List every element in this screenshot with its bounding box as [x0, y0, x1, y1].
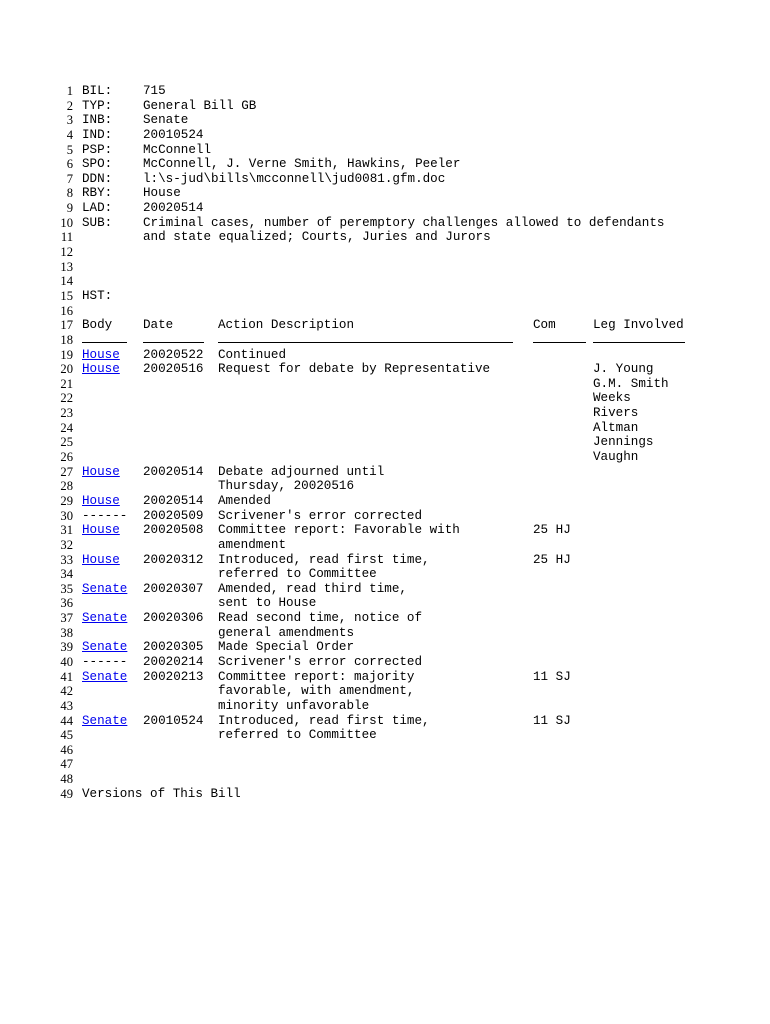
body-link[interactable]: House — [82, 552, 120, 567]
field-key: IND: — [82, 127, 113, 142]
legislator-name: Vaughn — [593, 450, 639, 465]
line-number: 42 — [60, 684, 73, 699]
body-link[interactable]: House — [82, 523, 120, 538]
line-number: 31 — [60, 523, 73, 538]
column-header-com: Com — [533, 318, 556, 333]
legislator-name: Jennings — [593, 435, 654, 450]
line-number: 33 — [60, 552, 73, 567]
history-action: Introduced, read first time, — [218, 552, 430, 567]
field-key: LAD: — [82, 201, 113, 216]
legislator-name: G.M. Smith — [593, 376, 669, 391]
history-date: 20020312 — [143, 552, 204, 567]
body-link[interactable]: Senate — [82, 581, 128, 596]
line-number: 39 — [60, 640, 73, 655]
line-number: 37 — [60, 611, 73, 626]
column-header-action: Action Description — [218, 318, 355, 333]
field-value: McConnell — [143, 142, 212, 157]
line-number: 26 — [60, 450, 73, 465]
history-action: Continued — [218, 347, 287, 362]
line-number: 12 — [60, 245, 73, 260]
history-action: referred to Committee — [218, 567, 377, 582]
field-key: SUB: — [82, 215, 113, 230]
history-date: 20020516 — [143, 362, 204, 377]
column-underline — [533, 342, 586, 343]
line-number: 27 — [60, 464, 73, 479]
line-number: 24 — [60, 420, 73, 435]
column-underline — [143, 342, 204, 343]
history-date: 20020522 — [143, 347, 204, 362]
field-key: DDN: — [82, 171, 113, 186]
line-number: 4 — [66, 127, 73, 142]
history-action: minority unfavorable — [218, 698, 370, 713]
line-number: 49 — [60, 786, 73, 801]
body-link[interactable]: Senate — [82, 611, 128, 626]
line-number: 45 — [60, 728, 73, 743]
field-key: TYP: — [82, 98, 113, 113]
line-number: 48 — [60, 772, 73, 787]
history-action: Debate adjourned until — [218, 464, 385, 479]
field-key: BIL: — [82, 84, 113, 98]
history-date: 20020305 — [143, 640, 204, 655]
history-action: Request for debate by Representative — [218, 362, 491, 377]
line-number: 10 — [60, 215, 73, 230]
field-value: McConnell, J. Verne Smith, Hawkins, Peeler — [143, 157, 461, 172]
body-link[interactable]: Senate — [82, 669, 128, 684]
line-number: 1 — [66, 84, 73, 98]
history-date: 20020213 — [143, 669, 204, 684]
column-header-leg: Leg Involved — [593, 318, 684, 333]
line-number: 46 — [60, 742, 73, 757]
history-date: 20020214 — [143, 654, 204, 669]
line-number: 35 — [60, 581, 73, 596]
column-underline — [593, 342, 685, 343]
history-date: 20020509 — [143, 508, 204, 523]
history-date: 20020514 — [143, 464, 204, 479]
body-link[interactable]: House — [82, 362, 120, 377]
legislator-name: Altman — [593, 420, 639, 435]
history-committee: 25 HJ — [533, 552, 571, 567]
line-number: 17 — [60, 318, 73, 333]
history-action: Scrivener's error corrected — [218, 508, 423, 523]
line-number: 25 — [60, 435, 73, 450]
line-number: 38 — [60, 625, 73, 640]
field-value: House — [143, 186, 181, 201]
history-committee: 11 SJ — [533, 669, 571, 684]
history-action: amendment — [218, 537, 287, 552]
line-number: 28 — [60, 479, 73, 494]
field-value: l:\s-jud\bills\mcconnell\jud0081.gfm.doc — [143, 171, 446, 186]
line-number: 23 — [60, 406, 73, 421]
field-value: and state equalized; Courts, Juries and Jurors — [143, 230, 491, 245]
body-placeholder: ------ — [82, 508, 128, 523]
field-value: 715 — [143, 84, 166, 98]
history-action: Read second time, notice of — [218, 611, 423, 626]
line-number: 43 — [60, 698, 73, 713]
line-number: 30 — [60, 508, 73, 523]
field-value: General Bill GB — [143, 98, 257, 113]
history-committee: 11 SJ — [533, 713, 571, 728]
history-action: Committee report: Favorable with — [218, 523, 460, 538]
field-value: Criminal cases, number of peremptory challenges allowed to defendants — [143, 215, 665, 230]
line-number: 8 — [66, 186, 73, 201]
line-number: 18 — [60, 332, 73, 347]
field-key: PSP: — [82, 142, 113, 157]
line-number: 40 — [60, 654, 73, 669]
history-action: sent to House — [218, 596, 317, 611]
body-link[interactable]: House — [82, 464, 120, 479]
history-date: 20020307 — [143, 581, 204, 596]
field-key: RBY: — [82, 186, 113, 201]
line-number: 7 — [66, 171, 73, 186]
line-number: 14 — [60, 274, 73, 289]
history-action: Scrivener's error corrected — [218, 654, 423, 669]
line-number: 5 — [66, 142, 73, 157]
history-action: Amended — [218, 493, 271, 508]
line-number: 32 — [60, 537, 73, 552]
history-date: 20010524 — [143, 713, 204, 728]
column-header-body: Body — [82, 318, 113, 333]
history-date: 20020514 — [143, 493, 204, 508]
line-number: 44 — [60, 713, 73, 728]
field-value: 20010524 — [143, 127, 204, 142]
line-number: 3 — [66, 113, 73, 128]
line-number: 13 — [60, 259, 73, 274]
line-number: 16 — [60, 303, 73, 318]
history-action: Introduced, read first time, — [218, 713, 430, 728]
line-number: 41 — [60, 669, 73, 684]
line-number: 15 — [60, 288, 73, 303]
history-date: 20020306 — [143, 611, 204, 626]
column-header-date: Date — [143, 318, 174, 333]
field-value: Senate — [143, 113, 189, 128]
history-action: Amended, read third time, — [218, 581, 407, 596]
body-link[interactable]: Senate — [82, 640, 128, 655]
history-action: Thursday, 20020516 — [218, 479, 355, 494]
legislator-name: Weeks — [593, 391, 631, 406]
line-number: 9 — [66, 201, 73, 216]
versions-heading: Versions of This Bill — [82, 786, 241, 801]
line-number: 6 — [66, 157, 73, 172]
legislator-name: J. Young — [593, 362, 654, 377]
field-value: 20020514 — [143, 201, 204, 216]
history-date: 20020508 — [143, 523, 204, 538]
line-number: 20 — [60, 362, 73, 377]
line-number: 11 — [60, 230, 73, 245]
line-number: 2 — [66, 98, 73, 113]
history-action: favorable, with amendment, — [218, 684, 415, 699]
legislator-name: Rivers — [593, 406, 639, 421]
body-link[interactable]: Senate — [82, 713, 128, 728]
body-link[interactable]: House — [82, 347, 120, 362]
line-number: 29 — [60, 493, 73, 508]
field-key: SPO: — [82, 157, 113, 172]
line-number: 36 — [60, 596, 73, 611]
body-link[interactable]: House — [82, 493, 120, 508]
field-key: INB: — [82, 113, 113, 128]
history-committee: 25 HJ — [533, 523, 571, 538]
history-action: Committee report: majority — [218, 669, 415, 684]
history-action: referred to Committee — [218, 728, 377, 743]
history-action: Made Special Order — [218, 640, 355, 655]
line-number: 21 — [60, 376, 73, 391]
body-placeholder: ------ — [82, 654, 128, 669]
column-underline — [82, 342, 127, 343]
history-label: HST: — [82, 288, 113, 303]
line-number: 34 — [60, 567, 73, 582]
line-number: 22 — [60, 391, 73, 406]
history-action: general amendments — [218, 625, 355, 640]
line-number: 47 — [60, 757, 73, 772]
line-number: 19 — [60, 347, 73, 362]
column-underline — [218, 342, 513, 343]
